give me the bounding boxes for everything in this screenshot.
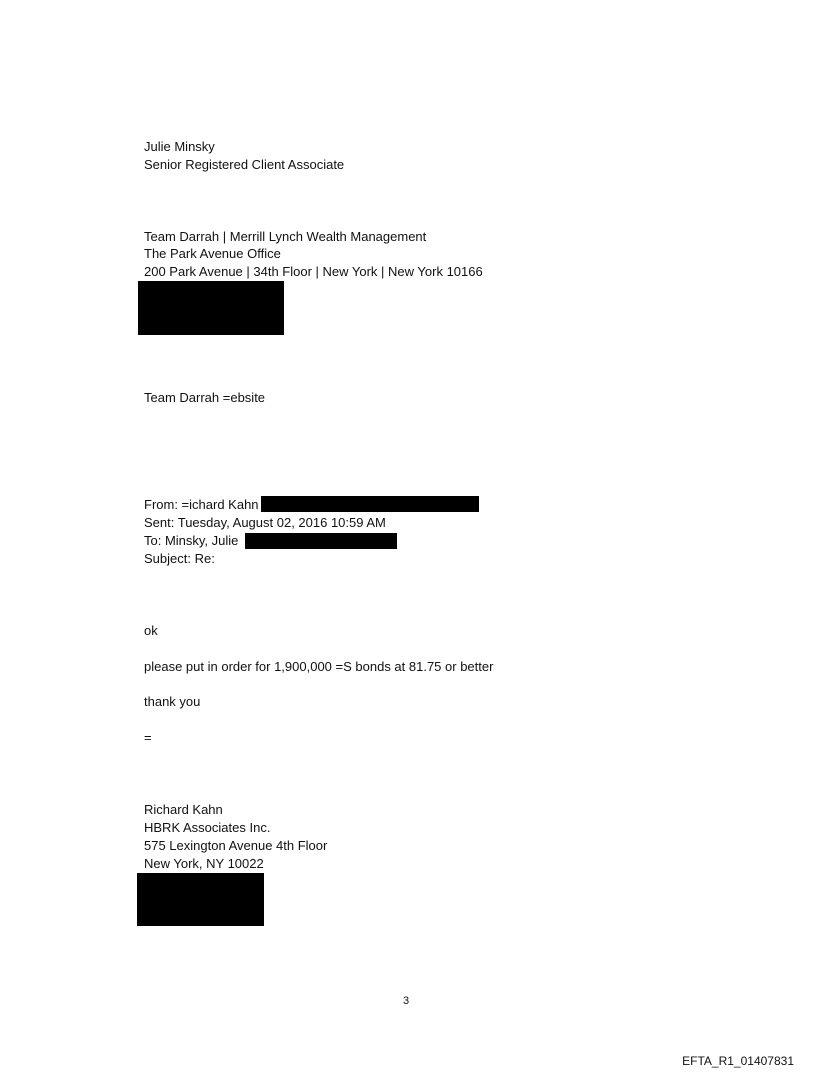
redaction-block-top [138, 281, 284, 335]
signature-address-1: 575 Lexington Avenue 4th Floor [144, 838, 328, 853]
signature-address-2: New York, NY 10022 [144, 856, 264, 871]
subject-line: Subject: Re: [144, 551, 215, 566]
signature-name: Richard Kahn [144, 802, 223, 817]
bates-number: EFTA_R1_01407831 [682, 1054, 794, 1068]
office-line: The Park Avenue Office [144, 246, 281, 261]
sent-line: Sent: Tuesday, August 02, 2016 10:59 AM [144, 515, 386, 530]
body-line-ok: ok [144, 623, 158, 638]
body-line-order: please put in order for 1,900,000 =S bonds at 81.75 or better [144, 659, 494, 674]
page-number: 3 [403, 995, 410, 1007]
to-line: To: Minsky, Julie [144, 533, 239, 548]
redaction-to-email [245, 533, 397, 549]
from-line: From: =ichard Kahn [144, 497, 259, 512]
office-address-line: 200 Park Avenue | 34th Floor | New York | New York 10166 [144, 264, 483, 279]
sender-title: Senior Registered Client Associate [144, 157, 345, 172]
website-line: Team Darrah =ebsite [144, 390, 266, 405]
body-line-equals: = [144, 730, 152, 745]
sender-name: Julie Minsky [144, 139, 215, 154]
team-firm-line: Team Darrah | Merrill Lynch Wealth Management [144, 229, 427, 244]
redaction-from-email [261, 496, 479, 512]
body-line-thanks: thank you [144, 694, 201, 709]
redaction-block-bottom [137, 873, 264, 926]
signature-company: HBRK Associates Inc. [144, 820, 271, 835]
